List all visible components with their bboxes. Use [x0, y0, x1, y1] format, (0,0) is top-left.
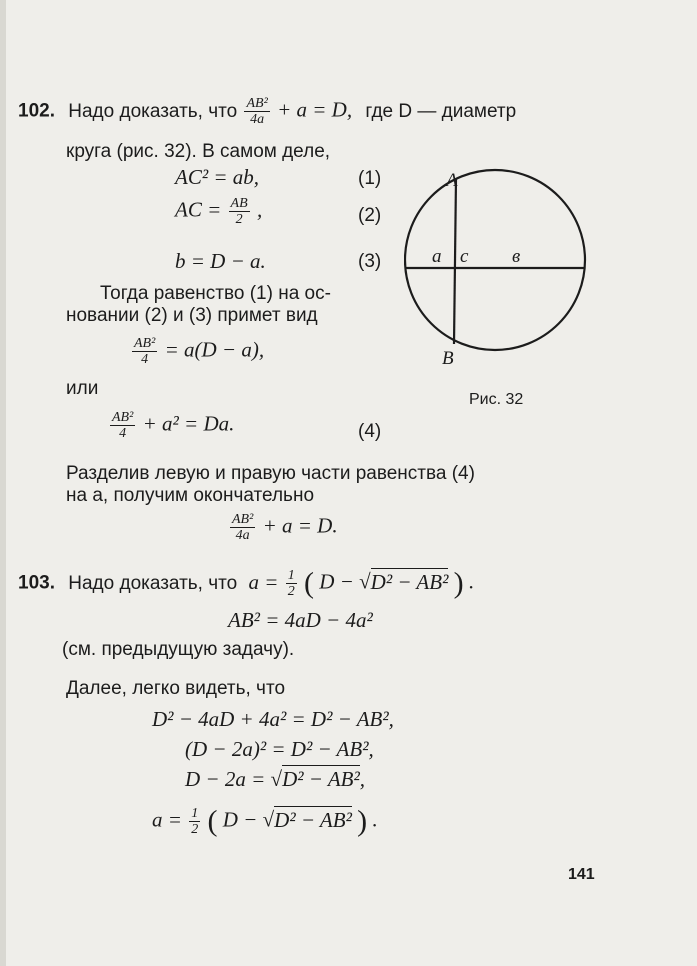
step-3	[185, 768, 365, 792]
formula: ,	[256, 197, 263, 222]
formula: D − 2a =	[185, 767, 266, 791]
sqrt-sign: √	[359, 569, 371, 594]
numerator: 1	[287, 568, 295, 583]
equation-ab: AB² = 4aD − 4a²	[228, 608, 373, 632]
denominator: 2	[191, 822, 199, 837]
numerator: AB²	[232, 512, 254, 527]
formula: ,	[359, 767, 366, 791]
problem-number: 103.	[18, 572, 55, 594]
final-equation	[228, 512, 338, 543]
formula: AC =	[175, 197, 222, 222]
equation-4	[108, 410, 234, 441]
fraction	[110, 410, 135, 441]
text-line: (см. предыдущую задачу).	[62, 639, 295, 660]
formula: + a = D,	[277, 97, 353, 122]
formula: a =	[248, 569, 279, 594]
problem-102-statement	[18, 96, 516, 127]
text: Надо доказать, что	[68, 100, 238, 122]
numerator: AB	[230, 196, 248, 211]
page-edge	[0, 0, 6, 966]
result-equation	[130, 336, 264, 367]
formula: + a = D.	[262, 513, 338, 538]
text-line: Разделив левую и правую части равенства (4)	[66, 463, 475, 484]
figure-circle-diagram	[404, 168, 604, 368]
sqrt-radicand: D² − AB²	[274, 807, 352, 832]
text: Надо доказать, что	[68, 572, 238, 594]
formula: a =	[152, 807, 182, 832]
denominator: 4a	[250, 112, 265, 127]
page-number: 141	[568, 866, 595, 883]
denominator: 2	[287, 584, 295, 599]
equation-number: (3)	[358, 251, 382, 272]
equation-3: b = D − a.	[175, 249, 266, 273]
fraction	[229, 196, 250, 227]
denominator: 2	[235, 212, 243, 227]
fraction	[230, 512, 255, 543]
figure-caption: Рис. 32	[469, 391, 524, 408]
text-line: Далее, легко видеть, что	[66, 678, 286, 699]
sqrt-sign: √	[270, 767, 283, 791]
formula: D −	[319, 569, 354, 594]
label-a: a	[432, 246, 442, 267]
problem-number: 102.	[18, 100, 55, 122]
sqrt-radicand: D² − AB²	[370, 569, 449, 594]
formula: .	[372, 807, 378, 832]
text-line: новании (2) и (3) примет вид	[66, 305, 318, 326]
text-line: на a, получим окончательно	[66, 485, 315, 506]
paren-open: (	[207, 804, 218, 838]
equation-number: (1)	[358, 168, 382, 189]
label-c: c	[460, 246, 469, 267]
equation-2	[175, 196, 262, 227]
label-A: A	[446, 170, 458, 191]
denominator: 4	[119, 426, 127, 441]
paren-close: )	[453, 566, 464, 600]
fraction	[132, 336, 157, 367]
chord-line	[454, 178, 456, 344]
step-4	[152, 806, 378, 837]
sqrt-sign: √	[262, 807, 275, 832]
fraction	[244, 96, 269, 127]
equation-number: (4)	[358, 421, 382, 442]
equation-1: AC² = ab,	[175, 165, 260, 189]
label-B: B	[442, 348, 454, 368]
text-line: Тогда равенство (1) на ос-	[100, 283, 331, 304]
formula: + a² = Da.	[142, 411, 235, 436]
formula: = a(D − a),	[164, 337, 265, 362]
denominator: 4a	[235, 528, 250, 543]
text-or: или	[66, 378, 99, 399]
text: где D — диаметр	[365, 100, 517, 122]
step-2: (D − 2a)² = D² − AB²,	[185, 737, 374, 761]
sqrt-radicand: D² − AB²	[282, 767, 360, 791]
numerator: AB²	[134, 336, 156, 351]
paren-close: )	[357, 804, 368, 838]
label-b: в	[512, 246, 521, 267]
formula: D −	[222, 807, 258, 832]
step-1: D² − 4aD + 4a² = D² − AB²,	[152, 707, 394, 731]
problem-103-statement	[18, 568, 474, 599]
paren-open: (	[303, 566, 314, 600]
numerator: AB²	[246, 96, 268, 111]
numerator: 1	[191, 806, 199, 821]
fraction	[286, 568, 297, 599]
fraction	[189, 806, 200, 837]
denominator: 4	[141, 352, 149, 367]
equation-number: (2)	[358, 205, 382, 226]
numerator: AB²	[112, 410, 134, 425]
text-line: круга (рис. 32). В самом деле,	[66, 141, 331, 162]
formula: .	[468, 569, 475, 594]
